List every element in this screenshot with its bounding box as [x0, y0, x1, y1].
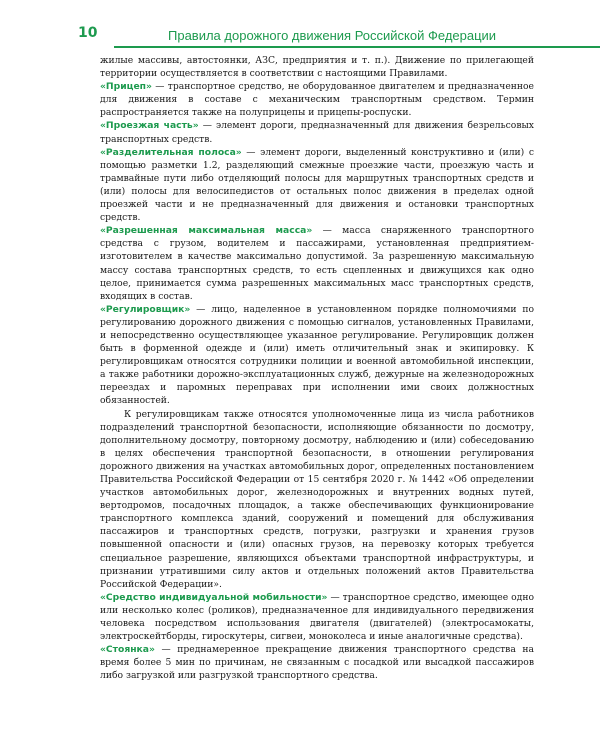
term-regulirovshchik: «Регулировщик» [100, 303, 191, 315]
definition-text: — транспортное средство, не оборудованное двигателем и предназначенное для движения в составе с механическим транспортным средством. Термин распространяется также на полуприцепы и прицепы-роспуски. [100, 81, 534, 119]
definition-regulirovshchik [76, 303, 534, 408]
definition-razreshennaya-massa [76, 224, 534, 303]
definition-text: — преднамеренное прекращение движения транспортного средства на время более 5 мин по причинам, не связанным с посадкой или высадкой пассажиров либо загрузкой или разгрузкой транспортного средства. [100, 644, 534, 682]
header-rule [114, 46, 600, 48]
page-number: 10 [78, 25, 98, 41]
definition-text: — транспортное средство, имеющее одно или несколько колес (роликов), предназначенное для индивидуального передвижения человека посредством использования двигателя (двигателей) (электросамокаты, электроскейтборды, гироскутеры, сигвеи, моноколеса и иные аналогичные средства). [100, 591, 534, 643]
term-razreshennaya-massa: «Разрешенная максимальная масса» [100, 225, 313, 237]
term-proezzhaya-chast: «Проезжая часть» [100, 120, 199, 132]
paragraph-text: К регулировщикам также относятся уполномоченные лица из числа работников подразделений транспортной безопасности, исполняющие обязанности по досмотру, дополнительному досмотру, повторному досмотру, наблюдению и (или) собеседованию в целях обеспечения транспортной безопасности, в отношении регулирования дорожного движения на участках автомобильных дорог, определенных постановлением Правительства Российской Федерации от 15 сентября 2020 г. № 1442 «Об определении участков автомобильных дорог, железнодорожных и внутренних водных путей, вертодромов, посадочных площадок, а также обеспечивающих функционирование транспортного комплекса зданий, сооружений и помещений для обслуживания пассажиров и транспортных средств, погрузки, разгрузки и хранения грузов повышенной опасности и (или) опасных грузов, на перевозку которых требуется специальное разрешение, являющихся объектами транспортной инфраструктуры, и признании утратившими силу актов и отдельных положений актов Правительства Российской Федерации». [100, 408, 534, 590]
definition-text: — элемент дороги, предназначенный для движения безрельсовых транспортных средств. [100, 120, 534, 145]
page-header [0, 0, 600, 48]
term-stoyanka: «Стоянка» [100, 644, 155, 656]
definition-text: — элемент дороги, выделенный конструктивно и (или) с помощью разметки 1.2, разделяющий смежные проезжие части, проезжую часть и трамвайные пути либо отделяющий полосы для маршрутных транспортных средств и (или) полосы для велосипедистов от остальных полос движения в пределах одной проезжей части и не предназначенный для движения и остановки транспортных средств. [100, 146, 535, 224]
definition-pritsep [76, 80, 534, 119]
term-pritsep: «Прицеп» [100, 81, 152, 93]
definition-proezzhaya-chast [76, 119, 534, 145]
intro-paragraph [76, 54, 534, 80]
intro-text: жилые массивы, автостоянки, АЗС, предприятия и т. п.). Движение по прилегающей территории осуществляется в соответствии с настоящими Правилами. [100, 55, 534, 80]
definition-text: — лицо, наделенное в установленном порядке полномочиями по регулированию дорожного движения с помощью сигналов, установленных Правилами, и непосредственно осуществляющее указанное регулирование. Регулировщик должен быть в форменной одежде и (или) иметь отличительный знак и экипировку. К регулировщикам относятся сотрудники полиции и военной автомобильной инспекции, а также работники дорожно-эксплуатационных служб, дежурные на железнодорожных переездах и паромных переправах при исполнении ими своих должностных обязанностей. [100, 303, 534, 407]
term-sredstvo-mobilnosti: «Средство индивидуальной мобильности» [100, 591, 328, 603]
term-razdelitelnaya-polosa: «Разделительная полоса» [100, 146, 242, 158]
document-body [76, 54, 534, 683]
definition-razdelitelnaya-polosa [76, 146, 534, 225]
definition-stoyanka [76, 643, 534, 682]
definition-sredstvo-mobilnosti [76, 591, 534, 643]
regulirovshchik-paragraph-2 [76, 408, 534, 591]
definition-text: — масса снаряженного транспортного средства с грузом, водителем и пассажирами, установленная предприятием-изготовителем в качестве максимально допустимой. За разрешенную максимальную массу состава транспортных средств, то есть сцепленных и движущихся как одно целое, принимается сумма разрешенных максимальных масс транспортных средств, входящих в состав. [100, 225, 534, 302]
running-title: Правила дорожного движения Российской Федерации [168, 28, 497, 43]
